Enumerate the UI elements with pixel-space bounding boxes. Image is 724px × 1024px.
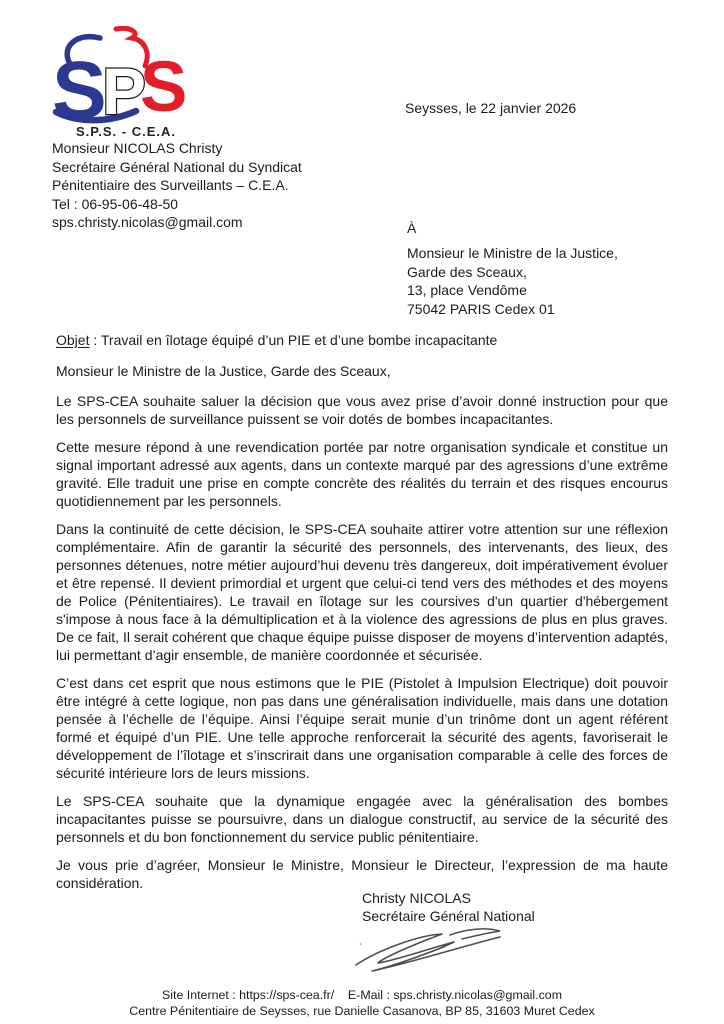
letter-paragraph-1: Le SPS-CEA souhaite saluer la décision que vous avez prise d’avoir donné instruction pour que les personnels de surveillance puissent se voir dotés de bombes incapacitantes. bbox=[56, 393, 668, 427]
letter-closing: Je vous prie d’agréer, Monsieur le Ministre, Monsieur le Directeur, l’expression de ma haute considération. bbox=[56, 857, 668, 891]
sender-title-line1: Secrétaire Général National du Syndicat bbox=[52, 158, 302, 175]
sender-name: Monsieur NICOLAS Christy bbox=[52, 140, 223, 156]
sps-logo bbox=[48, 26, 238, 139]
letter-paragraph-2: Cette mesure répond à une revendication portée par notre organisation syndicale et constitue un signal important adressé aux agents, dans un contexte marqué par des agressions d’une extrême gravité. Elle traduit une prise en compte concrète des réalités du terrain et des risques encourus quotidiennement par les personnels. bbox=[56, 439, 668, 509]
recipient-line-4: 75042 PARIS Cedex 01 bbox=[407, 300, 555, 317]
footer-line-1: Site Internet : https://sps-cea.fr/ E-Mail : sps.christy.nicolas@gmail.com bbox=[161, 988, 563, 1002]
subject-label: Objet bbox=[56, 332, 90, 348]
recipient-line-2: Garde des Sceaux, bbox=[407, 263, 527, 280]
letter-paragraph-5: Le SPS-CEA souhaite que la dynamique engagée avec la généralisation des bombes incapacitantes puisse se poursuivre, dans un dialogue constructif, au service de la sécurité des personnels et du bon fonctionnement du service public pénitentiaire. bbox=[56, 793, 668, 845]
subject-text: : Travail en îlotage équipé d’un PIE et d’une bombe incapacitante bbox=[89, 332, 498, 348]
letter-body bbox=[56, 331, 668, 892]
letter-paragraph-3: Dans la continuité de cette décision, le SPS-CEA souhaite attirer votre attention sur une réflexion complémentaire. Afin de garantir la sécurité des personnels, des intervenants, des lieux, des personnes détenues, notre métier aujourd’hui devenu très dangereux, doit impérativement évoluer et être repensé. Il devient primordial et urgent que celui-ci tend vers des méthodes et des moyens de Police (Pénitentiaires). Le travail en îlotage sur les coursives d'un quartier d'hébergement s'impose à nous face à la démultiplication et à la violence des agressions de plus en plus graves. De ce fait, Il serait cohérent que chaque équipe puisse disposer de moyens d’intervention adaptés, lui permettant d’agir ensemble, de manière coordonnée et sécurisée. bbox=[56, 521, 668, 663]
signature-block bbox=[362, 889, 535, 925]
footer-line-2: Centre Pénitentiaire de Seysses, rue Danielle Casanova, BP 85, 31603 Muret Cedex bbox=[129, 1003, 595, 1018]
dateline: Seysses, le 22 janvier 2026 bbox=[405, 100, 577, 116]
letter-paragraph-4: C’est dans cet esprit que nous estimons que le PIE (Pistolet à Impulsion Electrique) doit pouvoir être intégré à cette logique, non pas dans une généralisation individuelle, mais dans une dotation pensée à l’échelle de l’équipe. Ainsi l’équipe serait munie d’un trinôme dont un agent référent formé et équipé d’un PIE. Une telle approche renforcerait la sécurité des agents, favoriserait le développement de l’îlotage et s’inscrirait dans une organisation comparable à celle des forces de sécurité intérieure lors de leurs missions. bbox=[56, 675, 668, 781]
sender-title-line2: Pénitentiaire des Surveillants – C.E.A. bbox=[52, 177, 289, 193]
logo-caption: S.P.S. - C.E.A. bbox=[76, 124, 177, 139]
logo-letter-p: P bbox=[102, 54, 147, 126]
signature-mark bbox=[350, 925, 520, 977]
recipient-line-1: Monsieur le Ministre de la Justice, bbox=[407, 245, 618, 261]
subject-line bbox=[56, 331, 668, 349]
sender-block bbox=[52, 139, 302, 232]
signature-title: Secrétaire Général National bbox=[362, 908, 535, 924]
recipient-block bbox=[407, 244, 618, 318]
signature-name: Christy NICOLAS bbox=[362, 890, 471, 906]
sender-phone: Tel : 06-95-06-48-50 bbox=[52, 195, 179, 212]
logo-letter-s1: S bbox=[52, 45, 107, 126]
recipient-intro: À bbox=[407, 220, 417, 236]
logo-letter-s2: S bbox=[140, 48, 188, 126]
sender-email: sps.christy.nicolas@gmail.com bbox=[52, 214, 243, 230]
salutation: Monsieur le Ministre de la Justice, Garde des Sceaux, bbox=[56, 363, 391, 379]
footer bbox=[0, 988, 724, 1019]
recipient-line-3: 13, place Vendôme bbox=[407, 282, 527, 298]
sps-logo-art bbox=[48, 26, 233, 126]
